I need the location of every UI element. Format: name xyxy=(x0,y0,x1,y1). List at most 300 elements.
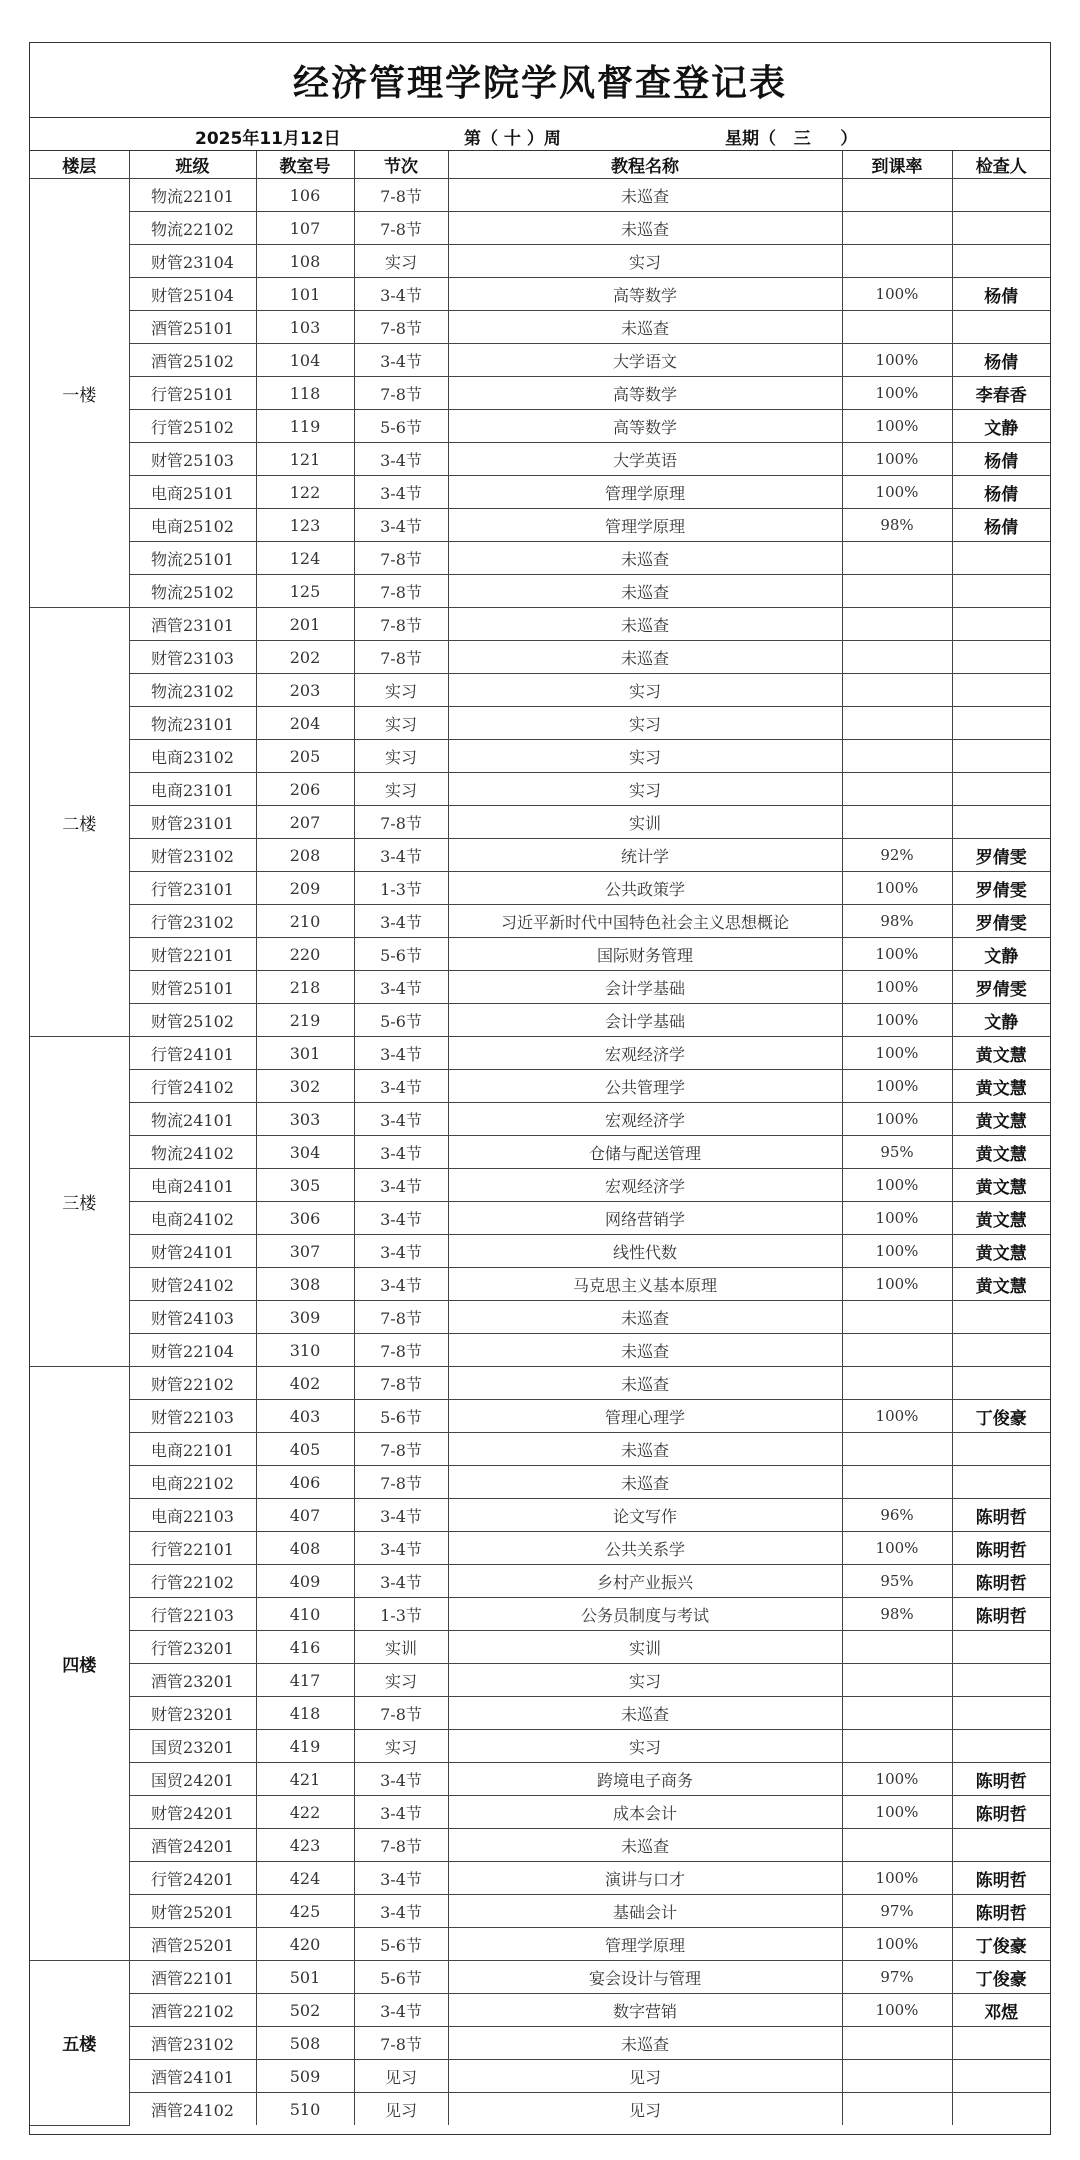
course-cell: 论文写作 xyxy=(448,1499,842,1532)
course-cell: 实习 xyxy=(448,1664,842,1697)
period-cell: 3-4节 xyxy=(354,476,448,509)
room-cell: 418 xyxy=(256,1697,354,1730)
table-row xyxy=(30,311,1050,344)
course-cell: 乡村产业振兴 xyxy=(448,1565,842,1598)
attendance-cell xyxy=(842,2027,952,2060)
table-row xyxy=(30,1367,1050,1400)
room-cell: 306 xyxy=(256,1202,354,1235)
room-cell: 305 xyxy=(256,1169,354,1202)
class-cell: 物流25102 xyxy=(129,575,256,608)
table-row xyxy=(30,1565,1050,1598)
header-row xyxy=(30,151,1050,179)
class-cell: 财管25103 xyxy=(129,443,256,476)
attendance-cell: 100% xyxy=(842,1763,952,1796)
inspector-cell xyxy=(952,311,1050,344)
class-cell: 国贸24201 xyxy=(129,1763,256,1796)
table-row xyxy=(30,509,1050,542)
period-cell: 5-6节 xyxy=(354,1928,448,1961)
inspector-cell xyxy=(952,773,1050,806)
class-cell: 酒管23201 xyxy=(129,1664,256,1697)
attendance-cell xyxy=(842,542,952,575)
attendance-cell xyxy=(842,212,952,245)
course-cell: 管理学原理 xyxy=(448,476,842,509)
table-row xyxy=(30,1070,1050,1103)
room-cell: 107 xyxy=(256,212,354,245)
table-row xyxy=(30,377,1050,410)
table-row xyxy=(30,212,1050,245)
period-cell: 3-4节 xyxy=(354,1565,448,1598)
course-cell: 宴会设计与管理 xyxy=(448,1961,842,1994)
period-cell: 7-8节 xyxy=(354,311,448,344)
period-cell: 3-4节 xyxy=(354,1994,448,2027)
room-cell: 509 xyxy=(256,2060,354,2093)
period-cell: 1-3节 xyxy=(354,1598,448,1631)
course-cell: 公共政策学 xyxy=(448,872,842,905)
class-cell: 国贸23201 xyxy=(129,1730,256,1763)
attendance-cell xyxy=(842,2093,952,2126)
table-row xyxy=(30,707,1050,740)
room-cell: 510 xyxy=(256,2093,354,2126)
room-cell: 310 xyxy=(256,1334,354,1367)
period-cell: 3-4节 xyxy=(354,1895,448,1928)
course-cell: 宏观经济学 xyxy=(448,1169,842,1202)
attendance-cell xyxy=(842,311,952,344)
room-cell: 425 xyxy=(256,1895,354,1928)
course-cell: 大学语文 xyxy=(448,344,842,377)
inspection-table xyxy=(30,151,1050,2126)
inspector-cell: 文静 xyxy=(952,1004,1050,1037)
course-cell: 管理学原理 xyxy=(448,509,842,542)
class-cell: 电商22101 xyxy=(129,1433,256,1466)
attendance-cell: 95% xyxy=(842,1565,952,1598)
table-row xyxy=(30,1829,1050,1862)
course-cell: 网络营销学 xyxy=(448,1202,842,1235)
attendance-cell: 100% xyxy=(842,1169,952,1202)
room-cell: 205 xyxy=(256,740,354,773)
period-cell: 3-4节 xyxy=(354,1202,448,1235)
inspector-cell xyxy=(952,707,1050,740)
floor-cell: 五楼 xyxy=(30,1961,129,2126)
room-cell: 108 xyxy=(256,245,354,278)
room-cell: 301 xyxy=(256,1037,354,1070)
period-cell: 实习 xyxy=(354,707,448,740)
room-cell: 207 xyxy=(256,806,354,839)
attendance-cell: 97% xyxy=(842,1895,952,1928)
course-cell: 未巡查 xyxy=(448,1301,842,1334)
table-body xyxy=(30,179,1050,2126)
info-row xyxy=(30,118,1050,151)
course-cell: 见习 xyxy=(448,2093,842,2126)
course-cell: 会计学基础 xyxy=(448,1004,842,1037)
period-cell: 7-8节 xyxy=(354,1466,448,1499)
inspector-cell xyxy=(952,2027,1050,2060)
course-cell: 未巡查 xyxy=(448,179,842,212)
course-cell: 实训 xyxy=(448,1631,842,1664)
period-cell: 3-4节 xyxy=(354,1499,448,1532)
table-row xyxy=(30,344,1050,377)
inspector-cell xyxy=(952,1301,1050,1334)
attendance-cell xyxy=(842,740,952,773)
inspector-cell: 罗倩雯 xyxy=(952,971,1050,1004)
inspector-cell: 文静 xyxy=(952,410,1050,443)
class-cell: 行管24102 xyxy=(129,1070,256,1103)
table-row xyxy=(30,1004,1050,1037)
table-row xyxy=(30,1400,1050,1433)
class-cell: 财管24102 xyxy=(129,1268,256,1301)
period-cell: 实训 xyxy=(354,1631,448,1664)
room-cell: 303 xyxy=(256,1103,354,1136)
room-cell: 220 xyxy=(256,938,354,971)
class-cell: 行管23102 xyxy=(129,905,256,938)
room-cell: 424 xyxy=(256,1862,354,1895)
inspector-cell: 黄文慧 xyxy=(952,1268,1050,1301)
class-cell: 财管23103 xyxy=(129,641,256,674)
table-row xyxy=(30,1961,1050,1994)
class-cell: 电商22102 xyxy=(129,1466,256,1499)
room-cell: 422 xyxy=(256,1796,354,1829)
room-cell: 402 xyxy=(256,1367,354,1400)
course-cell: 未巡查 xyxy=(448,575,842,608)
inspector-cell: 文静 xyxy=(952,938,1050,971)
floor-cell: 一楼 xyxy=(30,179,129,608)
period-cell: 7-8节 xyxy=(354,212,448,245)
inspector-cell xyxy=(952,542,1050,575)
attendance-cell xyxy=(842,1367,952,1400)
weekday-label: 星期（ 三 ） xyxy=(725,129,858,149)
class-cell: 行管22101 xyxy=(129,1532,256,1565)
course-cell: 仓储与配送管理 xyxy=(448,1136,842,1169)
table-row xyxy=(30,1928,1050,1961)
room-cell: 408 xyxy=(256,1532,354,1565)
course-cell: 统计学 xyxy=(448,839,842,872)
table-row xyxy=(30,1301,1050,1334)
room-cell: 218 xyxy=(256,971,354,1004)
table-row xyxy=(30,806,1050,839)
attendance-cell: 100% xyxy=(842,1400,952,1433)
table-row xyxy=(30,476,1050,509)
room-cell: 209 xyxy=(256,872,354,905)
class-cell: 行管25101 xyxy=(129,377,256,410)
room-cell: 417 xyxy=(256,1664,354,1697)
table-row xyxy=(30,1268,1050,1301)
table-row xyxy=(30,1202,1050,1235)
table-row xyxy=(30,1037,1050,1070)
room-cell: 123 xyxy=(256,509,354,542)
period-cell: 3-4节 xyxy=(354,1169,448,1202)
period-cell: 3-4节 xyxy=(354,1103,448,1136)
class-cell: 酒管22102 xyxy=(129,1994,256,2027)
period-cell: 7-8节 xyxy=(354,575,448,608)
table-row xyxy=(30,1994,1050,2027)
page-title: 经济管理学院学风督查登记表 xyxy=(30,43,1050,118)
course-cell: 未巡查 xyxy=(448,1367,842,1400)
course-cell: 未巡查 xyxy=(448,1433,842,1466)
class-cell: 电商25101 xyxy=(129,476,256,509)
class-cell: 酒管24101 xyxy=(129,2060,256,2093)
attendance-cell: 96% xyxy=(842,1499,952,1532)
table-row xyxy=(30,1433,1050,1466)
table-row xyxy=(30,542,1050,575)
course-cell: 会计学基础 xyxy=(448,971,842,1004)
table-row xyxy=(30,905,1050,938)
course-cell: 宏观经济学 xyxy=(448,1037,842,1070)
inspector-cell: 黄文慧 xyxy=(952,1202,1050,1235)
class-cell: 酒管23102 xyxy=(129,2027,256,2060)
inspector-cell xyxy=(952,674,1050,707)
table-row xyxy=(30,2060,1050,2093)
course-cell: 高等数学 xyxy=(448,410,842,443)
course-cell: 成本会计 xyxy=(448,1796,842,1829)
course-cell: 大学英语 xyxy=(448,443,842,476)
room-cell: 119 xyxy=(256,410,354,443)
class-cell: 行管23101 xyxy=(129,872,256,905)
period-cell: 1-3节 xyxy=(354,872,448,905)
room-cell: 420 xyxy=(256,1928,354,1961)
class-cell: 财管25104 xyxy=(129,278,256,311)
room-cell: 118 xyxy=(256,377,354,410)
inspector-cell: 陈明哲 xyxy=(952,1565,1050,1598)
room-cell: 121 xyxy=(256,443,354,476)
course-cell: 线性代数 xyxy=(448,1235,842,1268)
inspector-cell: 杨倩 xyxy=(952,443,1050,476)
table-row xyxy=(30,2027,1050,2060)
course-cell: 实习 xyxy=(448,707,842,740)
course-cell: 管理学原理 xyxy=(448,1928,842,1961)
class-cell: 行管23201 xyxy=(129,1631,256,1664)
course-cell: 数字营销 xyxy=(448,1994,842,2027)
room-cell: 406 xyxy=(256,1466,354,1499)
inspector-cell xyxy=(952,608,1050,641)
class-cell: 电商24101 xyxy=(129,1169,256,1202)
room-cell: 419 xyxy=(256,1730,354,1763)
attendance-cell xyxy=(842,1829,952,1862)
period-cell: 5-6节 xyxy=(354,1961,448,1994)
inspector-cell: 陈明哲 xyxy=(952,1796,1050,1829)
floor-cell: 二楼 xyxy=(30,608,129,1037)
room-cell: 203 xyxy=(256,674,354,707)
room-cell: 201 xyxy=(256,608,354,641)
attendance-cell xyxy=(842,773,952,806)
table-row xyxy=(30,1730,1050,1763)
attendance-cell xyxy=(842,2060,952,2093)
room-cell: 219 xyxy=(256,1004,354,1037)
course-cell: 未巡查 xyxy=(448,1466,842,1499)
attendance-cell xyxy=(842,575,952,608)
period-cell: 3-4节 xyxy=(354,1532,448,1565)
table-row xyxy=(30,1631,1050,1664)
class-cell: 物流22102 xyxy=(129,212,256,245)
period-cell: 实习 xyxy=(354,740,448,773)
inspector-cell xyxy=(952,1697,1050,1730)
attendance-cell: 95% xyxy=(842,1136,952,1169)
inspector-cell: 黄文慧 xyxy=(952,1070,1050,1103)
class-cell: 物流23102 xyxy=(129,674,256,707)
period-cell: 7-8节 xyxy=(354,1367,448,1400)
class-cell: 财管24101 xyxy=(129,1235,256,1268)
class-cell: 行管25102 xyxy=(129,410,256,443)
room-cell: 423 xyxy=(256,1829,354,1862)
table-row xyxy=(30,278,1050,311)
inspector-cell: 杨倩 xyxy=(952,278,1050,311)
attendance-cell: 98% xyxy=(842,509,952,542)
attendance-cell: 100% xyxy=(842,1928,952,1961)
attendance-cell xyxy=(842,707,952,740)
course-cell: 实习 xyxy=(448,740,842,773)
room-cell: 104 xyxy=(256,344,354,377)
attendance-cell xyxy=(842,1466,952,1499)
class-cell: 酒管23101 xyxy=(129,608,256,641)
period-cell: 实习 xyxy=(354,1664,448,1697)
period-cell: 3-4节 xyxy=(354,1136,448,1169)
period-cell: 7-8节 xyxy=(354,2027,448,2060)
table-row xyxy=(30,839,1050,872)
room-cell: 405 xyxy=(256,1433,354,1466)
table-row xyxy=(30,1466,1050,1499)
table-row xyxy=(30,1499,1050,1532)
inspector-cell: 陈明哲 xyxy=(952,1862,1050,1895)
table-row xyxy=(30,443,1050,476)
inspector-cell xyxy=(952,641,1050,674)
period-cell: 3-4节 xyxy=(354,1862,448,1895)
inspector-cell: 黄文慧 xyxy=(952,1037,1050,1070)
inspector-cell: 陈明哲 xyxy=(952,1763,1050,1796)
inspector-cell: 丁俊豪 xyxy=(952,1400,1050,1433)
inspector-cell xyxy=(952,1730,1050,1763)
period-cell: 7-8节 xyxy=(354,1829,448,1862)
inspector-cell: 黄文慧 xyxy=(952,1103,1050,1136)
inspector-cell xyxy=(952,806,1050,839)
room-cell: 124 xyxy=(256,542,354,575)
class-cell: 物流25101 xyxy=(129,542,256,575)
period-cell: 5-6节 xyxy=(354,410,448,443)
attendance-cell: 100% xyxy=(842,938,952,971)
inspector-cell: 李春香 xyxy=(952,377,1050,410)
inspector-cell xyxy=(952,2060,1050,2093)
inspector-cell xyxy=(952,245,1050,278)
room-cell: 208 xyxy=(256,839,354,872)
class-cell: 财管23104 xyxy=(129,245,256,278)
attendance-cell: 100% xyxy=(842,476,952,509)
period-cell: 5-6节 xyxy=(354,1004,448,1037)
period-cell: 7-8节 xyxy=(354,608,448,641)
header-floor: 楼层 xyxy=(30,151,129,179)
attendance-cell: 98% xyxy=(842,1598,952,1631)
attendance-cell xyxy=(842,674,952,707)
course-cell: 实习 xyxy=(448,773,842,806)
class-cell: 酒管25102 xyxy=(129,344,256,377)
room-cell: 206 xyxy=(256,773,354,806)
inspector-cell xyxy=(952,1829,1050,1862)
period-cell: 实习 xyxy=(354,773,448,806)
class-cell: 电商23102 xyxy=(129,740,256,773)
inspector-cell xyxy=(952,1664,1050,1697)
period-cell: 7-8节 xyxy=(354,641,448,674)
class-cell: 酒管25101 xyxy=(129,311,256,344)
class-cell: 行管22103 xyxy=(129,1598,256,1631)
course-cell: 马克思主义基本原理 xyxy=(448,1268,842,1301)
course-cell: 实习 xyxy=(448,1730,842,1763)
attendance-cell: 100% xyxy=(842,1202,952,1235)
period-cell: 3-4节 xyxy=(354,905,448,938)
class-cell: 电商22103 xyxy=(129,1499,256,1532)
attendance-cell: 100% xyxy=(842,1796,952,1829)
inspector-cell xyxy=(952,212,1050,245)
table-row xyxy=(30,1334,1050,1367)
class-cell: 行管22102 xyxy=(129,1565,256,1598)
table-row xyxy=(30,245,1050,278)
table-row xyxy=(30,971,1050,1004)
room-cell: 106 xyxy=(256,179,354,212)
period-cell: 5-6节 xyxy=(354,1400,448,1433)
table-row xyxy=(30,1235,1050,1268)
inspector-cell: 罗倩雯 xyxy=(952,905,1050,938)
inspector-cell: 丁俊豪 xyxy=(952,1961,1050,1994)
inspector-cell xyxy=(952,575,1050,608)
table-row xyxy=(30,1697,1050,1730)
attendance-cell: 100% xyxy=(842,410,952,443)
course-cell: 见习 xyxy=(448,2060,842,2093)
class-cell: 财管22101 xyxy=(129,938,256,971)
attendance-cell: 100% xyxy=(842,1070,952,1103)
inspector-cell: 丁俊豪 xyxy=(952,1928,1050,1961)
period-cell: 3-4节 xyxy=(354,344,448,377)
room-cell: 407 xyxy=(256,1499,354,1532)
inspector-cell: 杨倩 xyxy=(952,344,1050,377)
course-cell: 习近平新时代中国特色社会主义思想概论 xyxy=(448,905,842,938)
course-cell: 公共关系学 xyxy=(448,1532,842,1565)
table-row xyxy=(30,1796,1050,1829)
course-cell: 未巡查 xyxy=(448,641,842,674)
attendance-cell xyxy=(842,1697,952,1730)
room-cell: 403 xyxy=(256,1400,354,1433)
class-cell: 财管24103 xyxy=(129,1301,256,1334)
inspector-cell: 陈明哲 xyxy=(952,1532,1050,1565)
course-cell: 实训 xyxy=(448,806,842,839)
course-cell: 未巡查 xyxy=(448,2027,842,2060)
period-cell: 7-8节 xyxy=(354,542,448,575)
room-cell: 302 xyxy=(256,1070,354,1103)
attendance-cell xyxy=(842,1433,952,1466)
period-cell: 3-4节 xyxy=(354,1796,448,1829)
class-cell: 物流24102 xyxy=(129,1136,256,1169)
period-cell: 实习 xyxy=(354,1730,448,1763)
course-cell: 未巡查 xyxy=(448,1334,842,1367)
inspector-cell xyxy=(952,1367,1050,1400)
course-cell: 未巡查 xyxy=(448,608,842,641)
room-cell: 308 xyxy=(256,1268,354,1301)
course-cell: 未巡查 xyxy=(448,1829,842,1862)
period-cell: 7-8节 xyxy=(354,1301,448,1334)
table-row xyxy=(30,872,1050,905)
inspector-cell: 邓煜 xyxy=(952,1994,1050,2027)
attendance-cell xyxy=(842,1664,952,1697)
table-row xyxy=(30,1862,1050,1895)
attendance-cell: 100% xyxy=(842,1268,952,1301)
course-cell: 未巡查 xyxy=(448,311,842,344)
room-cell: 508 xyxy=(256,2027,354,2060)
floor-cell: 三楼 xyxy=(30,1037,129,1367)
attendance-cell: 100% xyxy=(842,872,952,905)
inspector-cell: 陈明哲 xyxy=(952,1895,1050,1928)
inspector-cell xyxy=(952,1334,1050,1367)
room-cell: 410 xyxy=(256,1598,354,1631)
table-row xyxy=(30,740,1050,773)
attendance-cell xyxy=(842,608,952,641)
period-cell: 3-4节 xyxy=(354,1763,448,1796)
course-cell: 未巡查 xyxy=(448,542,842,575)
table-row xyxy=(30,1664,1050,1697)
class-cell: 财管25101 xyxy=(129,971,256,1004)
